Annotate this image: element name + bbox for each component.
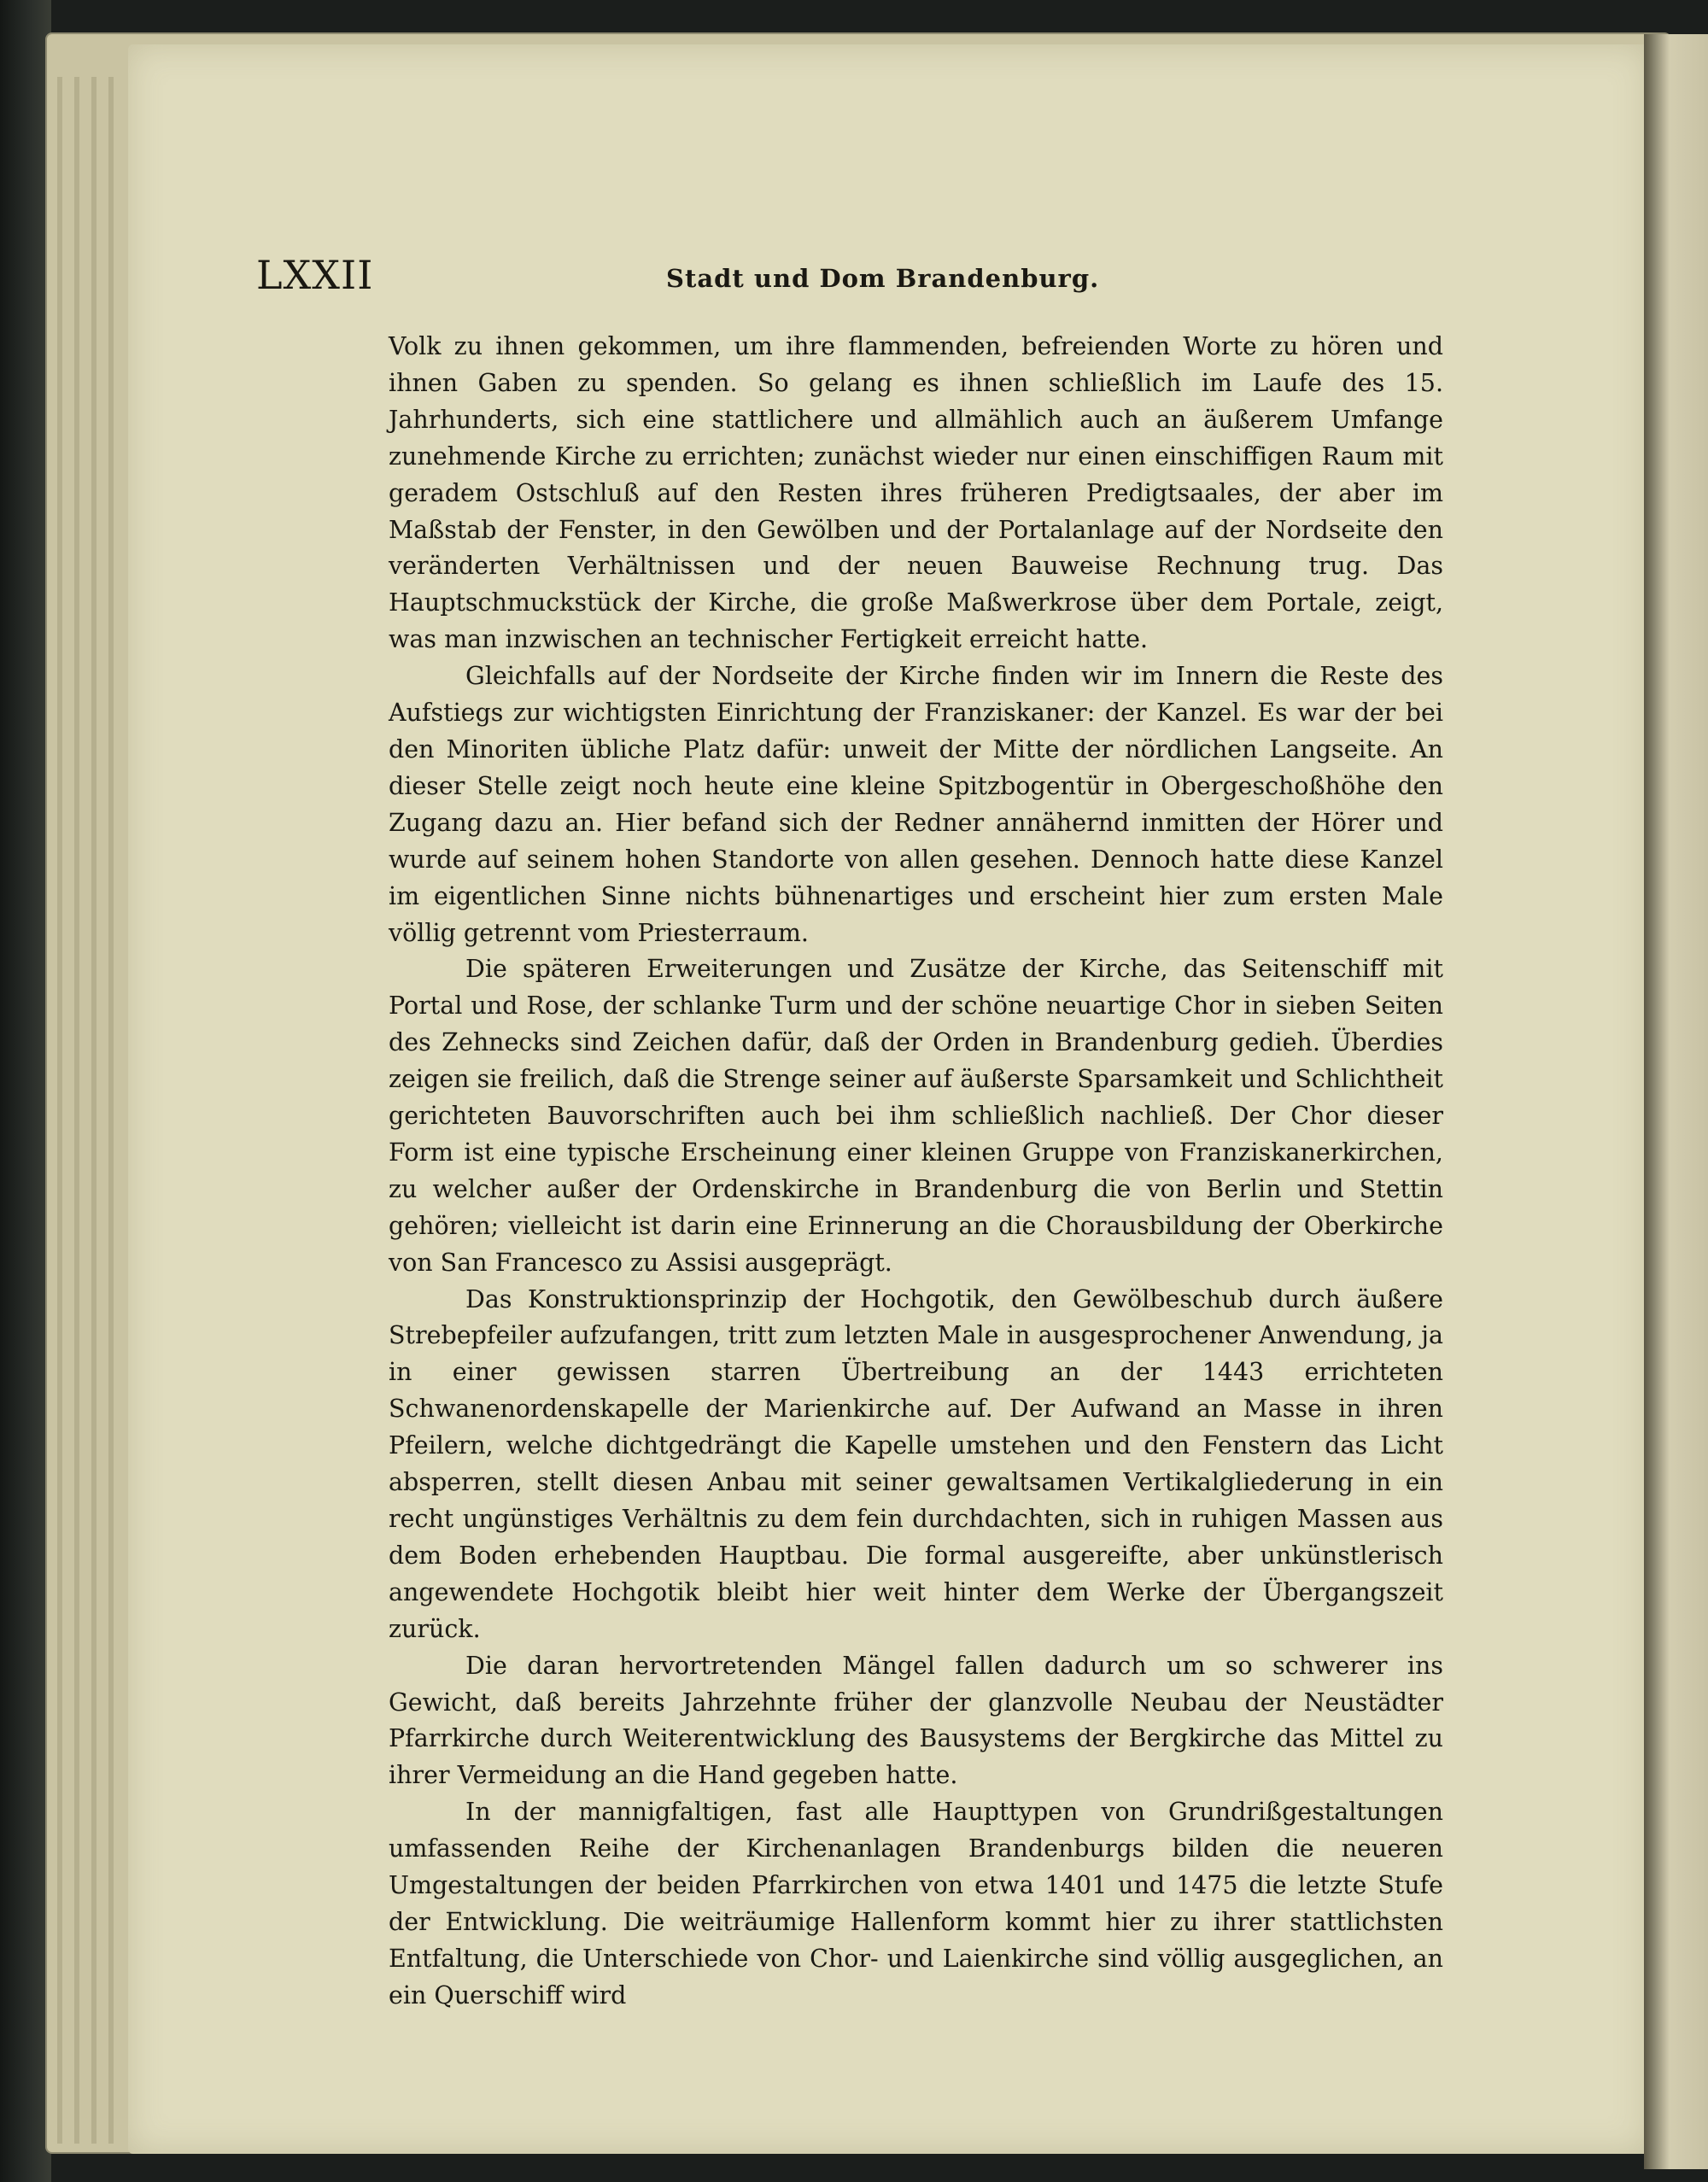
running-title: Stadt und Dom Brandenburg. xyxy=(666,264,1100,293)
page-edge-line xyxy=(74,77,79,2144)
paragraph: Volk zu ihnen gekommen, um ihre flammenden, befreienden Worte zu hören und ihnen Gaben zu spenden. So gelang es ihnen schließlich im Laufe des 15. Jahrhunderts, sich eine stattlichere und allmählich auch an äußerem Umfange zunehmende Kirche zu errichten; zunächst wieder nur einen einschiffigen Raum mit geradem Ostschluß auf den Resten ihres früheren Predigtsaales, der aber im Maßstab der Fenster, in den Gewölben und der Portalanlage auf der Nordseite den veränderten Verhältnissen und der neuen Bauweise Rechnung trug. Das Hauptschmuckstück der Kirche, die große Maßwerkrose über dem Portale, zeigt, was man inzwischen an technischer Fertigkeit erreicht hatte. xyxy=(389,332,1443,654)
page-header xyxy=(256,252,1452,312)
paragraph: Die späteren Erweiterungen und Zusätze der Kirche, das Seitenschiff mit Portal und Rose, der schlanke Turm und der schöne neuartige Chor in sieben Seiten des Zehnecks sind Zeichen dafür, daß der Orden in Brandenburg gedieh. Überdies zeigen sie freilich, daß die Strenge seiner auf äußerste Sparsamkeit und Schlichtheit gerichteten Bauvorschriften auch bei ihm schließlich nachließ. Der Chor dieser Form ist eine typische Erscheinung einer kleinen Gruppe von Franziskanerkirchen, zu welcher außer der Ordenskirche in Brandenburg die von Berlin und Stettin gehören; vielleicht ist darin eine Erinnerung an die Chorausbildung der Oberkirche von San Francesco zu Assisi ausgeprägt. xyxy=(389,955,1443,1277)
page-edge-line xyxy=(91,77,97,2144)
body-text xyxy=(389,329,1443,2015)
paragraph: Das Konstruktionsprinzip der Hochgotik, den Gewölbeschub durch äußere Strebepfeiler aufzufangen, tritt zum letzten Male in ausgesprochener Anwendung, ja in einer gewissen starren Übertreibung an der 1443 errichteten Schwanenordenskapelle der Marienkirche auf. Der Aufwand an Masse in ihren Pfeilern, welche dichtgedrängt die Kapelle umstehen und den Fenstern das Licht absperren, stellt diesen Anbau mit seiner gewaltsamen Vertikalgliederung in ein recht ungünstiges Verhältnis zu dem fein durchdachten, sich in ruhigen Massen aus dem Boden erhebenden Hauptbau. Die formal ausgereifte, aber unkünstlerisch angewendete Hochgotik bleibt hier weit hinter dem Werke der Übergangszeit zurück. xyxy=(389,1284,1443,1643)
paragraph: In der mannigfaltigen, fast alle Haupttypen von Grundrißgestaltungen umfassenden Reihe der Kirchenanlagen Brandenburgs bilden die neueren Umgestaltungen der beiden Pfarrkirchen von etwa 1401 und 1475 die letzte Stufe der Entwicklung. Die weiträumige Hallenform kommt hier zu ihrer stattlichsten Entfaltung, die Unterschiede von Chor- und Laienkirche sind völlig ausgeglichen, an ein Querschiff wird xyxy=(389,1798,1443,2009)
paragraph: Gleichfalls auf der Nordseite der Kirche finden wir im Innern die Reste des Aufstiegs zur wichtigsten Einrichtung der Franziskaner: der Kanzel. Es war der bei den Minoriten übliche Platz dafür: unweit der Mitte der nördlichen Langseite. An dieser Stelle zeigt noch heute eine kleine Spitzbogentür in Obergeschoßhöhe den Zugang dazu an. Hier befand sich der Redner annähernd inmitten der Hörer und wurde auf seinem hohen Standorte von allen gesehen. Dennoch hatte diese Kanzel im eigentlichen Sinne nichts bühnenartiges und erscheint hier zum ersten Male völlig getrennt vom Priesterraum. xyxy=(389,662,1443,947)
page-edge-line xyxy=(108,77,114,2144)
book-cover-edge xyxy=(0,0,51,2182)
page-edge-line xyxy=(57,77,62,2144)
paragraph: Die daran hervortretenden Mängel fallen dadurch um so schwerer ins Gewicht, daß bereits Jahrzehnte früher der glanzvolle Neubau der Neustädter Pfarrkirche durch Weiterentwicklung des Bausystems der Bergkirche das Mittel zu ihrer Vermeidung an die Hand gegeben hatte. xyxy=(389,1651,1443,1790)
book-gutter xyxy=(1644,34,1708,2169)
page-number: LXXII xyxy=(256,252,374,298)
